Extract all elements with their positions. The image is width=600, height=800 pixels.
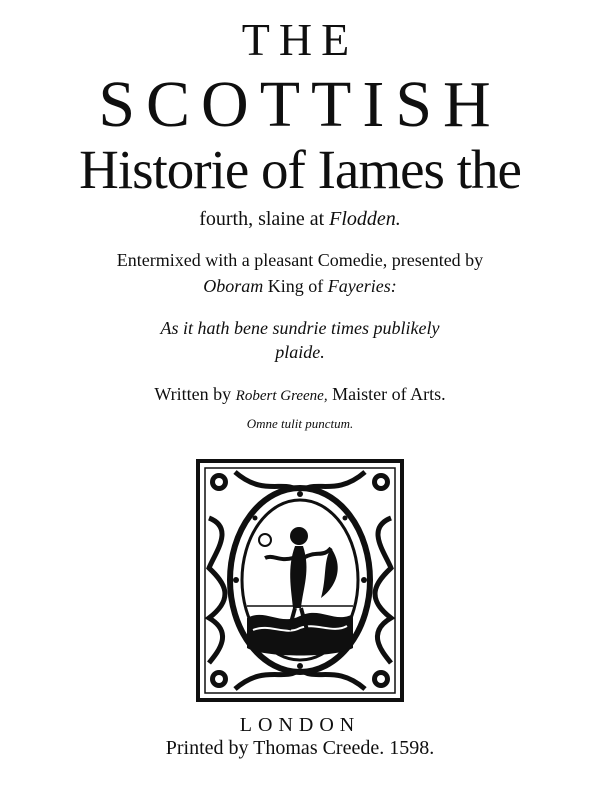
motto-line: Omne tulit punctum.: [246, 416, 354, 431]
author-line: [0, 382, 600, 408]
oboram-line: [0, 274, 600, 298]
subtitle-flodden: Flodden.: [329, 208, 401, 230]
entermixed-line: Entermixed with a pleasant Comedie, presented by: [116, 250, 484, 270]
maister-text: Maister of Arts.: [327, 384, 446, 404]
king-of-text: King of: [263, 276, 328, 296]
imprint-city: LONDON: [239, 714, 361, 736]
subtitle-fourth: [0, 206, 600, 232]
printers-device-icon: [195, 458, 405, 703]
oboram-name: Oboram: [203, 276, 264, 296]
performance-note-line-2: plaide.: [275, 342, 325, 362]
title-historie: Historie of Iames the: [79, 139, 521, 200]
fayeries-text: Fayeries:: [327, 276, 397, 296]
subtitle-fourth-text: fourth, slaine at: [199, 208, 330, 230]
author-name: Robert Greene,: [235, 388, 328, 404]
written-by-text: Written by: [154, 384, 236, 404]
performance-note-line-1: As it hath bene sundrie times publikely: [160, 318, 440, 338]
title-the: THE: [241, 14, 359, 65]
imprint-printer: Printed by Thomas Creede. 1598.: [165, 737, 435, 759]
title-scottish: SCOTTISH: [98, 68, 502, 141]
